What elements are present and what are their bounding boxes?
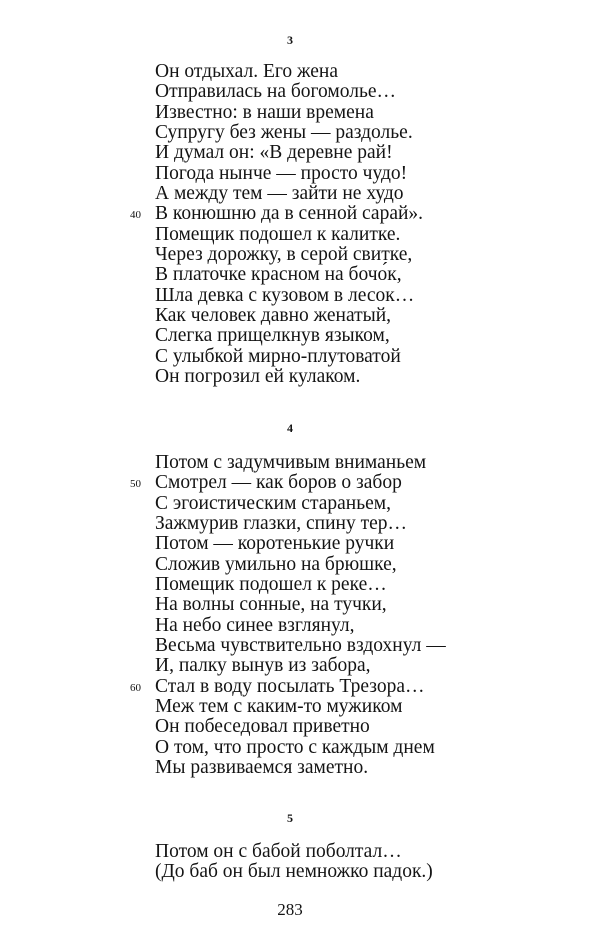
verse-line-text: Помещик подошел к калитке. — [155, 223, 401, 245]
verse-line-text: Мы развиваемся заметно. — [155, 757, 369, 779]
verse-line — [155, 82, 423, 102]
verse-line — [155, 347, 423, 367]
stanza-3 — [130, 61, 424, 388]
verse-line-text: На волны сонные, на тучки, — [155, 594, 387, 616]
verse-line — [155, 286, 423, 306]
verse-line — [155, 103, 423, 123]
verse-line — [155, 143, 423, 163]
verse-line-text: Супругу без жены — раздолье. — [155, 122, 413, 144]
verse-line-text: Через дорожку, в серой свитке, — [155, 244, 413, 266]
verse-line-text: В платочке красном на бочо́к, — [155, 264, 402, 286]
verse-line-text: О том, что просто с каждым днем — [155, 736, 435, 758]
verse-line — [155, 738, 446, 758]
verse-line — [130, 675, 446, 697]
verse-line-text: Потом с задумчивым вниманьем — [155, 452, 427, 473]
verse-line-text: (До баб он был немножко падок.) — [155, 861, 433, 883]
verse-line-text: Помещик подошел к реке… — [155, 574, 387, 596]
verse-line-text: И, палку вынув из забора, — [155, 655, 371, 677]
section-number-4: 4 — [287, 421, 293, 435]
verse-line — [130, 472, 446, 494]
verse-line — [155, 306, 423, 326]
verse-line — [130, 203, 424, 225]
line-number: 60 — [130, 681, 141, 694]
line-number: 50 — [130, 478, 141, 491]
verse-line-text: А между тем — зайти не худо — [155, 183, 404, 205]
verse-line — [155, 164, 423, 184]
verse-line — [155, 184, 423, 204]
verse-line — [155, 494, 446, 514]
verse-line — [155, 575, 446, 595]
verse-line-text: Слегка прищелкнув языком, — [155, 325, 390, 347]
verse-line-text: Он погрозил ей кулаком. — [155, 366, 361, 388]
line-number: 40 — [130, 209, 141, 222]
verse-line-text: Стал в воду посылать Трезора… — [155, 675, 425, 697]
verse-line-text: Смотрел — как боров о забор — [155, 472, 402, 494]
verse-line — [155, 367, 423, 387]
verse-line-text: С эгоистическим стараньем, — [155, 492, 391, 514]
verse-line — [155, 245, 423, 265]
page-number: 283 — [277, 900, 303, 919]
verse-line-text: Он отдыхал. Его жена — [155, 61, 338, 82]
verse-line — [155, 842, 433, 862]
verse-line — [155, 862, 433, 882]
verse-line-text: Потом он с бабой поболтал… — [155, 841, 402, 862]
verse-line-text: Шла девка с кузовом в лесок… — [155, 284, 415, 306]
verse-line-text: Отправилась на богомолье… — [155, 81, 397, 103]
verse-line — [155, 534, 446, 554]
stanza-5 — [155, 842, 433, 883]
verse-line — [155, 595, 446, 615]
verse-line — [155, 514, 446, 534]
verse-line-text: Как человек давно женатый, — [155, 305, 392, 327]
verse-line-text: С улыбкой мирно-плутоватой — [155, 345, 401, 367]
verse-line — [155, 225, 423, 245]
verse-line — [155, 758, 446, 778]
verse-line-text: Погода нынче — просто чудо! — [155, 162, 408, 184]
verse-line-text: Потом — коротенькие ручки — [155, 533, 395, 555]
verse-line — [155, 453, 446, 473]
verse-line — [155, 717, 446, 737]
verse-line — [155, 555, 446, 575]
verse-line-text: В конюшню да в сенной сарай». — [155, 203, 424, 225]
verse-line-text: Он побеседовал приветно — [155, 716, 370, 738]
verse-line-text: Меж тем с каким-то мужиком — [155, 696, 403, 718]
section-number-5: 5 — [287, 811, 293, 825]
verse-line-text: Сложив умильно на брюшке, — [155, 553, 397, 575]
verse-line — [155, 62, 423, 82]
verse-line — [155, 265, 423, 285]
verse-line — [155, 656, 446, 676]
verse-line — [155, 697, 446, 717]
verse-line — [155, 326, 423, 346]
verse-line-text: Зажмурив глазки, спину тер… — [155, 513, 408, 535]
stanza-4 — [130, 452, 446, 779]
verse-line — [155, 123, 423, 143]
verse-line-text: Известно: в наши времена — [155, 101, 374, 123]
verse-line — [155, 616, 446, 636]
verse-line-text: И думал он: «В деревне рай! — [155, 142, 393, 164]
verse-line — [155, 636, 446, 656]
section-number-3: 3 — [287, 33, 293, 47]
verse-line-text: На небо синее взглянул, — [155, 614, 355, 636]
verse-line-text: Весьма чувствительно вздохнул — — [155, 635, 446, 657]
